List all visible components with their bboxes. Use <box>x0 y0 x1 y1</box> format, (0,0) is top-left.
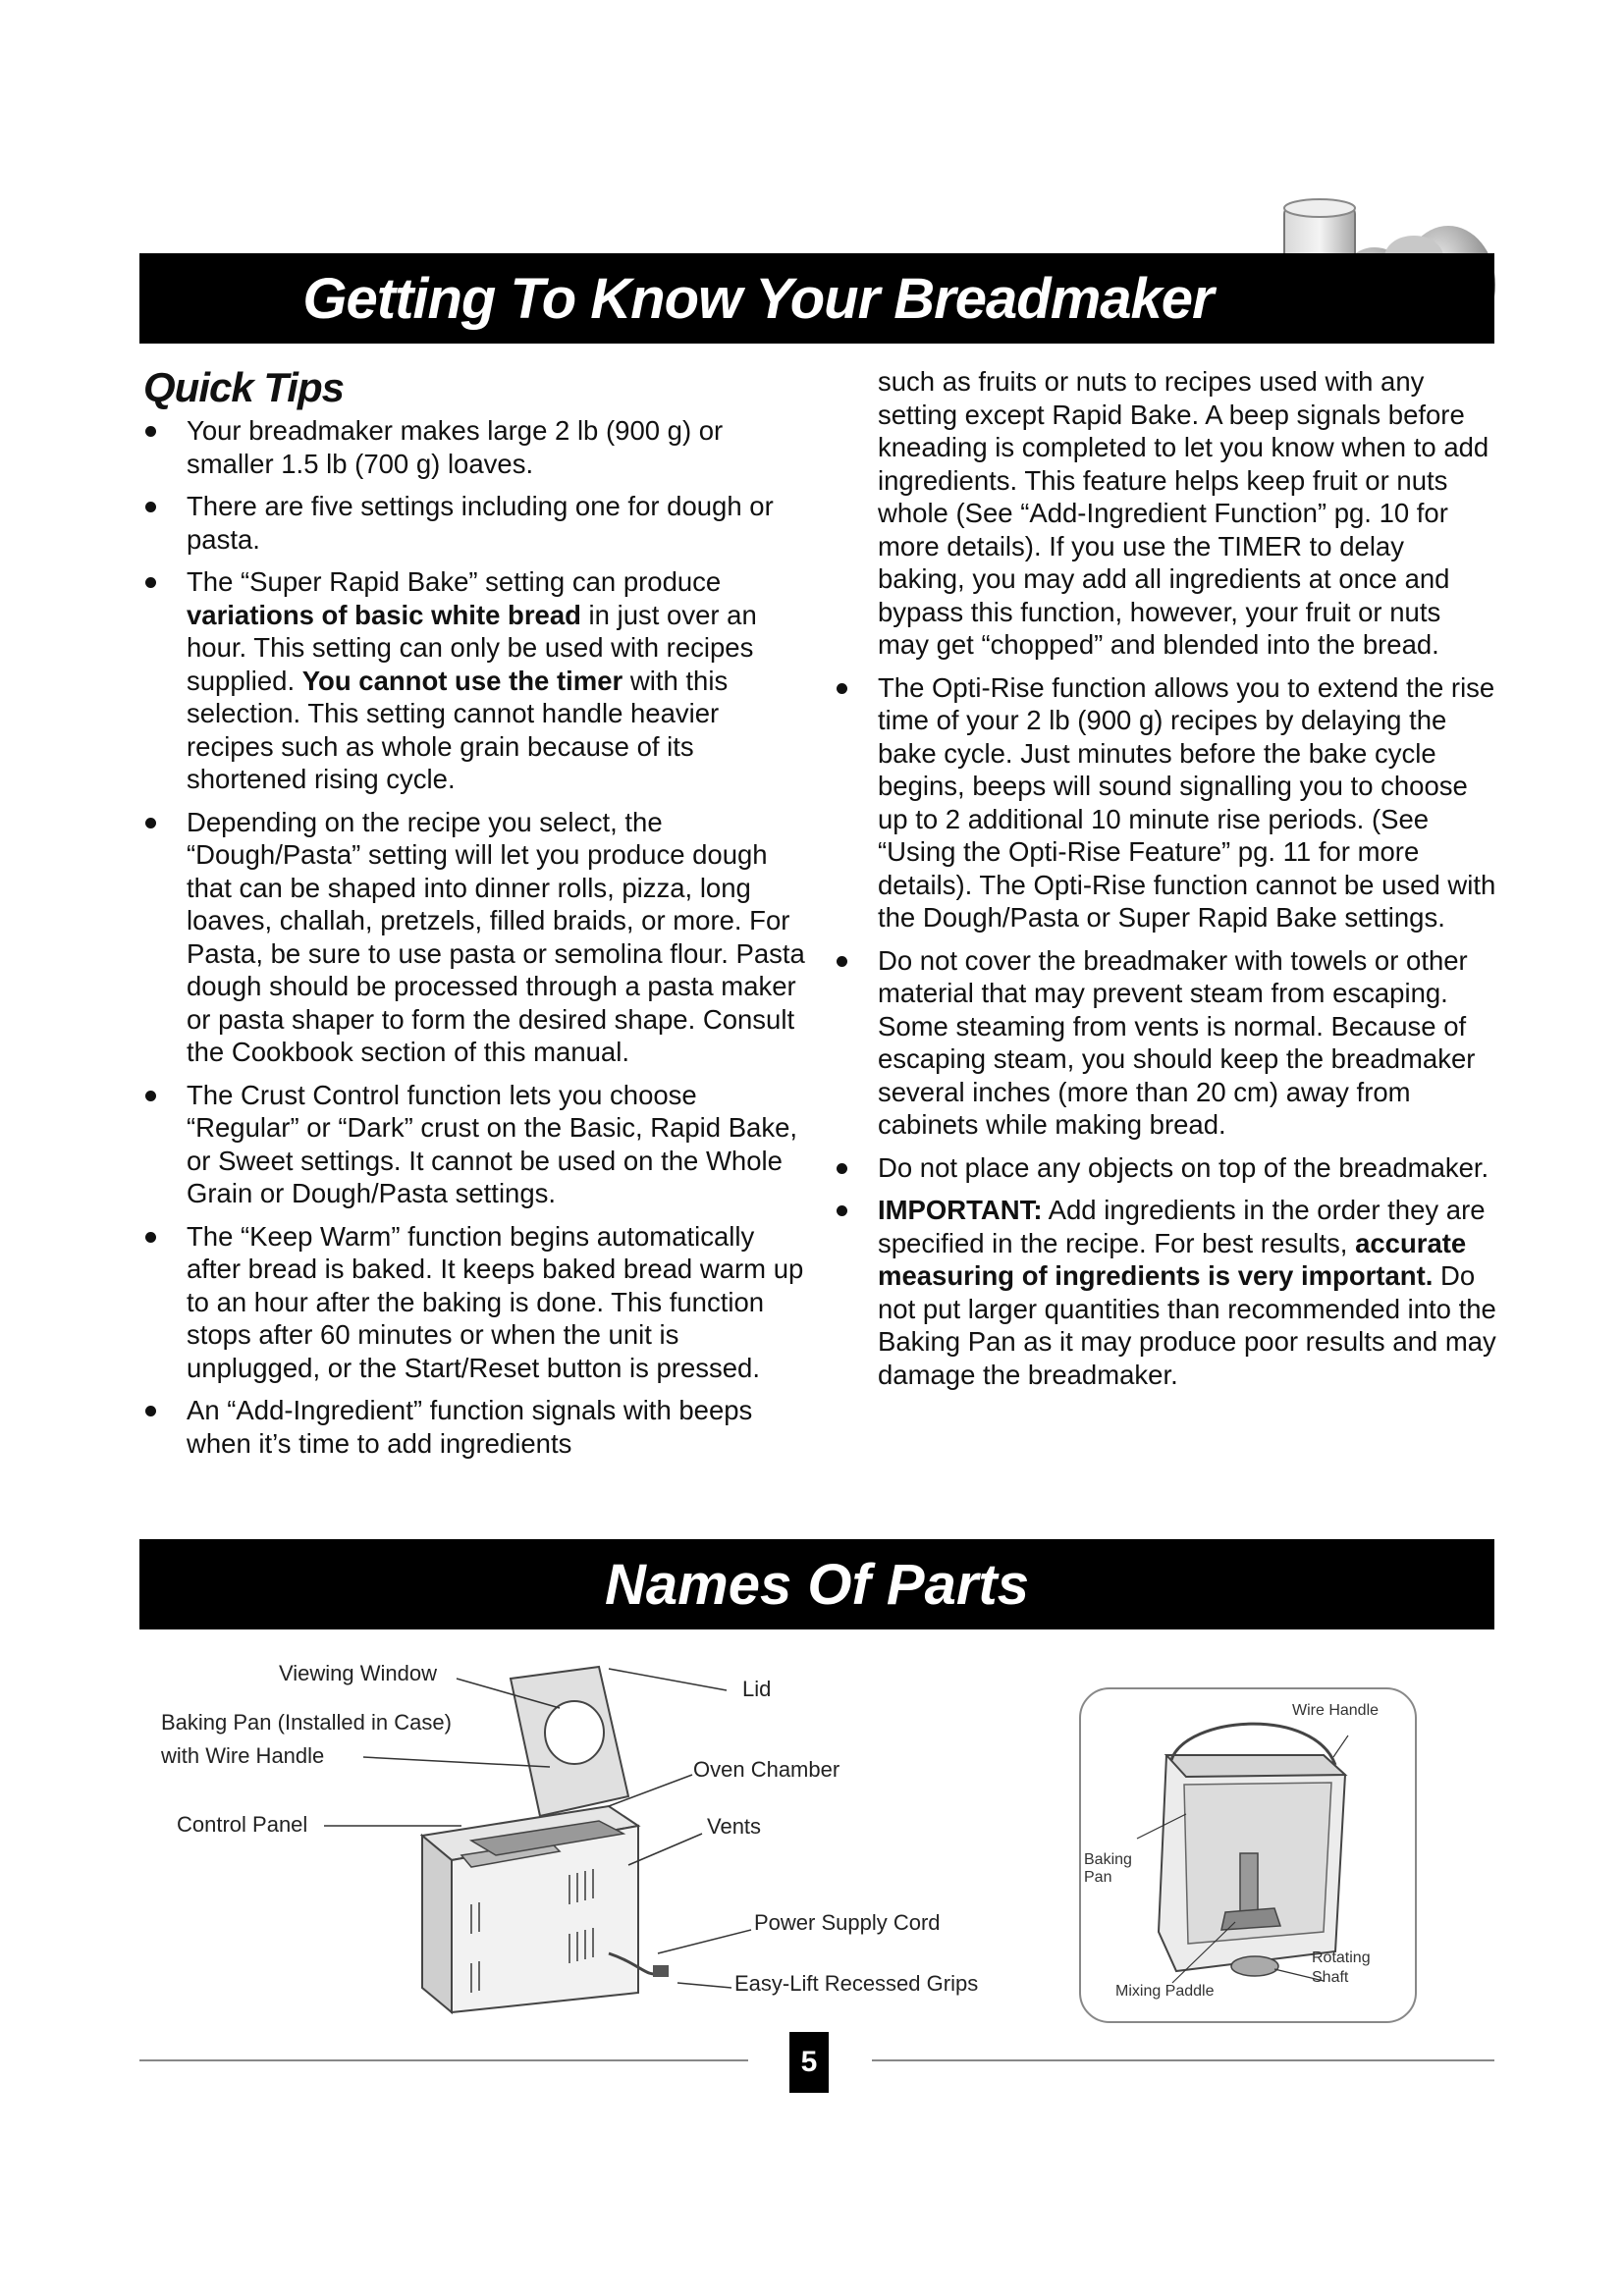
list-item: An “Add-Ingredient” function signals with beeps when it’s time to add ingredients <box>143 1394 811 1460</box>
page-title: Getting To Know Your Breadmaker <box>302 266 1214 331</box>
label-oven-chamber: Oven Chamber <box>693 1757 840 1782</box>
list-item: There are five settings including one for dough or pasta. <box>143 490 811 556</box>
label-baking-pan-2: Pan <box>1084 1869 1112 1886</box>
list-item: The “Keep Warm” function begins automatically after bread is baked. It keeps baked bread warm up to an hour after the baking is done. This function stops after 60 minutes or when the unit is unplugged, or the Start/Reset button is pressed. <box>143 1220 811 1385</box>
continued-text: such as fruits or nuts to recipes used with any setting except Rapid Bake. A beep signals before kneading is completed to let you know when to add ingredients. This feature helps keep fruit or nuts whole (See “Add-Ingredient Function” pg. 10 for more details). If you use the TIMER to delay baking, you may add all ingredients at once and bypass this function, however, your fruit or nuts may get “chopped” and blended into the bread. <box>878 366 1489 660</box>
label-mixing-paddle: Mixing Paddle <box>1115 1983 1215 2000</box>
label-baking-pan-case: Baking Pan (Installed in Case) <box>161 1710 452 1735</box>
list-item: Do not place any objects on top of the breadmaker. <box>835 1151 1497 1185</box>
footer-rule-left <box>139 2059 748 2061</box>
list-item: IMPORTANT: Add ingredients in the order they are specified in the recipe. For best results, accurate measuring of ingredients is very important. Do not put larger quantities than recommended into the Baking Pan as it may produce poor results and may damage the breadmaker. <box>835 1194 1497 1391</box>
label-grips: Easy-Lift Recessed Grips <box>734 1971 979 1996</box>
quick-tips-heading: Quick Tips <box>143 364 344 410</box>
page-number: 5 <box>789 2032 829 2093</box>
label-wire-handle: Wire Handle <box>1292 1702 1380 1719</box>
label-viewing-window: Viewing Window <box>279 1661 438 1685</box>
label-lid: Lid <box>742 1677 772 1701</box>
label-baking-pan: Baking <box>1084 1851 1132 1868</box>
section-title: Names Of Parts <box>605 1552 1029 1617</box>
list-item: The Opti-Rise function allows you to extend the rise time of your 2 lb (900 g) recipes by delaying the bake cycle. Just minutes before the bake cycle begins, beeps will sound signalling you to choose up to 2 additional 10 minute rise periods. (See “Using the Opti-Rise Feature” pg. 11 for more details). The Opti-Rise function cannot be used with the Dough/Pasta or Super Rapid Bake settings. <box>835 671 1497 934</box>
list-item: The Crust Control function lets you choose “Regular” or “Dark” crust on the Basic, Rapid Bake, or Sweet settings. It cannot be used on the Whole Grain or Dough/Pasta settings. <box>143 1079 811 1210</box>
footer-rule-right <box>872 2059 1494 2061</box>
list-item: Your breadmaker makes large 2 lb (900 g) or smaller 1.5 lb (700 g) loaves. <box>143 414 811 480</box>
label-baking-pan-handle: with Wire Handle <box>161 1743 325 1768</box>
label-control-panel: Control Panel <box>177 1812 308 1837</box>
list-item: Do not cover the breadmaker with towels or other material that may prevent steam from escaping. Some steaming from vents is normal. Because of escaping steam, you should keep the breadmaker several inches (more than 20 cm) away from cabinets while making bread. <box>835 944 1497 1142</box>
list-item: The “Super Rapid Bake” setting can produce variations of basic white bread in just over an hour. This setting can only be used with recipes supplied. You cannot use the timer with this selection. This setting cannot handle heavier recipes such as whole grain because of its shortened rising cycle. <box>143 565 811 796</box>
list-item: Depending on the recipe you select, the “Dough/Pasta” setting will let you produce dough that can be shaped into dinner rolls, pizza, long loaves, challah, pretzels, filled braids, or more. For Pasta, be sure to use pasta or semolina flour. Pasta dough should be processed through a pasta maker or pasta shaper to form the desired shape. Consult the Cookbook section of this manual. <box>143 806 811 1069</box>
label-vents: Vents <box>707 1814 762 1839</box>
label-rotating-shaft-2: Shaft <box>1312 1969 1349 1986</box>
label-power-cord: Power Supply Cord <box>754 1910 941 1935</box>
label-rotating-shaft: Rotating <box>1312 1949 1371 1966</box>
